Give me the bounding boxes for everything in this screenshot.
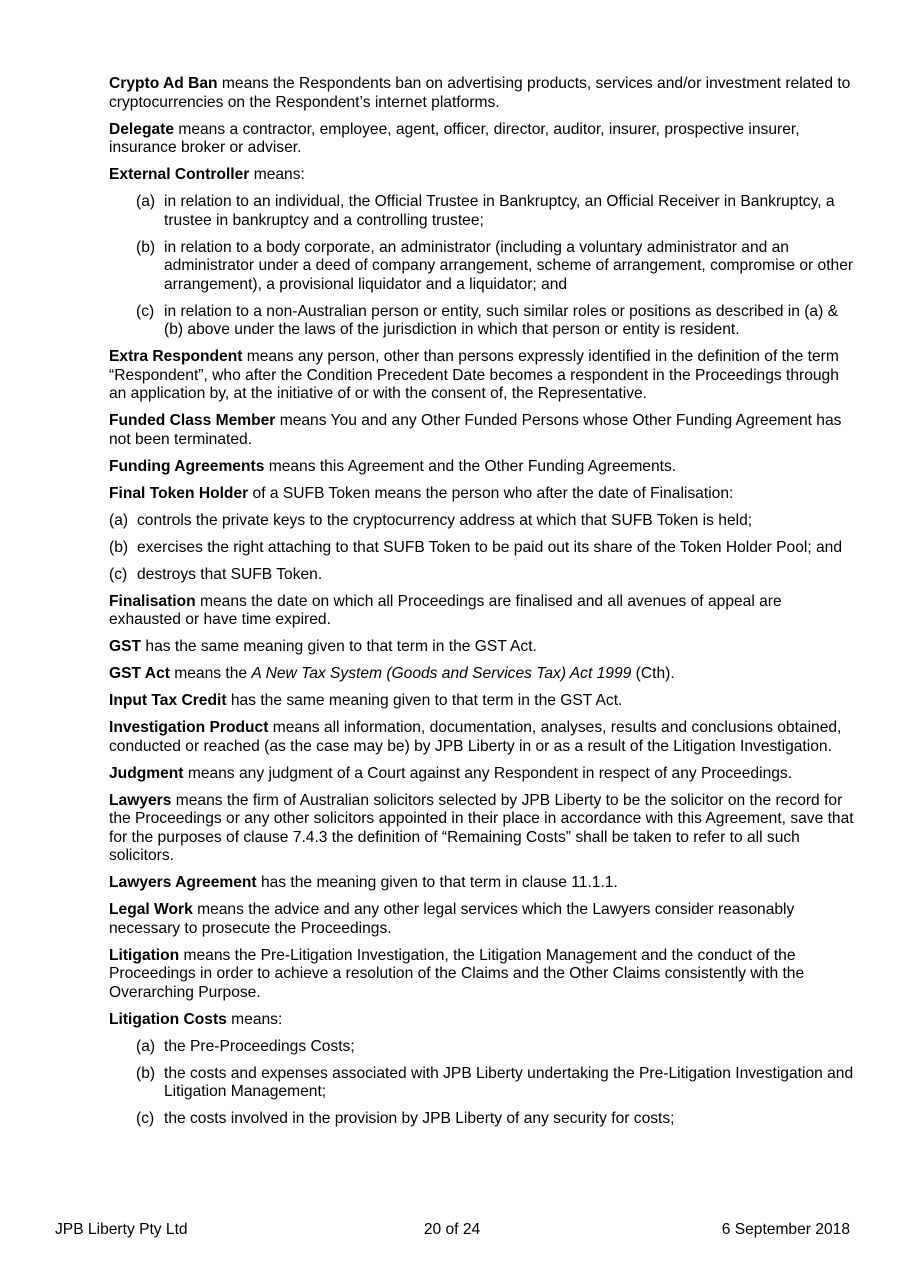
list-item xyxy=(109,1038,854,1057)
list-item xyxy=(109,1065,854,1102)
definition-litigation-costs xyxy=(109,1011,854,1030)
definition-external-controller xyxy=(109,166,854,185)
list-label: (b) xyxy=(136,1064,156,1082)
term: GST Act xyxy=(109,665,170,682)
definition-text: of a SUFB Token means the person who after the date of Finalisation: xyxy=(248,484,734,502)
footer-date: 6 September 2018 xyxy=(721,1221,850,1238)
term: Judgment xyxy=(109,764,184,782)
footer-company: JPB Liberty Pty Ltd xyxy=(55,1221,188,1238)
term: External Controller xyxy=(109,166,250,183)
definition-investigation-product xyxy=(109,719,854,756)
definition-lawyers-agreement xyxy=(109,874,854,893)
definition-delegate xyxy=(109,121,854,158)
definition-gst xyxy=(109,638,854,657)
act-title: A New Tax System (Goods and Services Tax) Act 1999 xyxy=(251,665,632,682)
definition-legal-work xyxy=(109,901,854,938)
definition-text: means a contractor, employee, agent, officer, director, auditor, insurer, prospective insurer, insurance broker or adviser. xyxy=(109,120,800,156)
definition-text: has the same meaning given to that term in the GST Act. xyxy=(141,638,537,655)
definition-extra-respondent xyxy=(109,348,854,404)
definition-litigation xyxy=(109,947,854,1003)
list-label: (a) xyxy=(136,193,156,210)
list-text: exercises the right attaching to that SUFB Token to be paid out its share of the Token Holder Pool; and xyxy=(137,538,843,556)
definition-text: means: xyxy=(249,166,305,183)
term: Extra Respondent xyxy=(109,348,243,365)
list-text: the costs involved in the provision by JPB Liberty of any security for costs; xyxy=(164,1110,675,1127)
list-label: (c) xyxy=(136,1110,155,1127)
definition-text: means the advice and any other legal services which the Lawyers consider reasonably necessary to prosecute the Proceedings. xyxy=(109,901,795,937)
definition-text-end: (Cth). xyxy=(631,665,675,682)
definition-text: means this Agreement and the Other Funding Agreements. xyxy=(264,457,677,475)
definition-gst-act xyxy=(109,665,854,684)
list-label: (a) xyxy=(136,1037,156,1055)
term: Legal Work xyxy=(109,901,193,918)
document-body xyxy=(109,75,854,1137)
term: Finalisation xyxy=(109,592,196,610)
list-item xyxy=(109,539,854,558)
definition-text: means all information, documentation, analyses, results and conclusions obtained, conducted or reached (as the case may be) by JPB Liberty in or as a result of the Litigation Investigation. xyxy=(109,719,842,755)
term: Investigation Product xyxy=(109,719,269,736)
definition-text: means the Respondents ban on advertising products, services and/or investment related to cryptocurrencies on the Respondent’s internet platforms. xyxy=(109,75,851,111)
term: Litigation Costs xyxy=(109,1010,227,1028)
definition-text: means: xyxy=(226,1010,283,1028)
term: Final Token Holder xyxy=(109,484,249,502)
term: Lawyers Agreement xyxy=(109,874,257,891)
definition-text: means the xyxy=(169,665,252,682)
list-label: (b) xyxy=(109,538,129,556)
term: Input Tax Credit xyxy=(109,692,227,709)
term: Funded Class Member xyxy=(109,412,276,429)
term: GST xyxy=(109,638,142,655)
term: Litigation xyxy=(109,946,180,964)
definition-text: has the same meaning given to that term in the GST Act. xyxy=(226,692,623,709)
list-label: (b) xyxy=(136,238,156,256)
list-item xyxy=(109,193,854,230)
definition-text: means You and any Other Funded Persons whose Other Funding Agreement has not been terminated. xyxy=(109,412,842,448)
definition-text: means the date on which all Proceedings are finalised and all avenues of appeal are exhausted or have time expired. xyxy=(109,592,782,628)
list-label: (c) xyxy=(136,302,155,320)
definition-text: means the firm of Australian solicitors selected by JPB Liberty to be the solicitor on the record for the Proceedings or any other solicitors appointed in their place in accordance with this Agreement, save that for the purposes of clause 7.4.3 the definition of “Remaining Costs” shall be taken to refer to all such solicitors. xyxy=(109,791,854,864)
definition-text: means any person, other than persons expressly identified in the definition of the term “Respondent”, who after the Condition Precedent Date becomes a respondent in the Proceedings through an application by, at the initiative of or with the consent of, the Representative. xyxy=(109,348,839,402)
definition-text: means any judgment of a Court against any Respondent in respect of any Proceedings. xyxy=(183,764,793,782)
definition-text: means the Pre-Litigation Investigation, the Litigation Management and the conduct of the Proceedings in order to achieve a resolution of the Claims and the Other Claims consistently with the Overarching Purpose. xyxy=(109,946,805,1001)
term: Crypto Ad Ban xyxy=(109,75,218,92)
footer-page-number: 20 of 24 xyxy=(423,1221,481,1238)
definition-input-tax-credit xyxy=(109,692,854,711)
list-item xyxy=(109,1110,854,1129)
definition-crypto-ad-ban xyxy=(109,75,854,112)
list-label: (a) xyxy=(109,511,129,529)
list-text: controls the private keys to the cryptocurrency address at which that SUFB Token is held; xyxy=(137,511,753,529)
list-item xyxy=(109,239,854,295)
list-label: (c) xyxy=(109,565,128,583)
definition-judgment xyxy=(109,765,854,784)
definition-final-token-holder xyxy=(109,485,854,504)
list-text: the costs and expenses associated with JPB Liberty undertaking the Pre-Litigation Investigation and Litigation Management; xyxy=(164,1064,854,1100)
definition-funding-agreements xyxy=(109,458,854,477)
definition-finalisation xyxy=(109,593,854,630)
list-text: in relation to an individual, the Official Trustee in Bankruptcy, an Official Receiver in Bankruptcy, a trustee in bankruptcy and a controlling trustee; xyxy=(164,193,835,229)
term: Delegate xyxy=(109,120,175,138)
definition-funded-class-member xyxy=(109,412,854,449)
term: Lawyers xyxy=(109,791,172,809)
definition-lawyers xyxy=(109,792,854,866)
list-text: destroys that SUFB Token. xyxy=(137,565,323,583)
definition-text: has the meaning given to that term in clause 11.1.1. xyxy=(256,874,618,891)
list-text: in relation to a body corporate, an administrator (including a voluntary administrator and an administrator under a deed of company arrangement, scheme of arrangement, compromise or other arrangement), a provisional liquidator and a liquidator; and xyxy=(164,238,854,293)
list-item xyxy=(109,512,854,531)
list-text: in relation to a non-Australian person or entity, such similar roles or positions as described in (a) & (b) above under the laws of the jurisdiction in which that person or entity is resident. xyxy=(164,302,839,338)
list-item xyxy=(109,566,854,585)
list-text: the Pre-Proceedings Costs; xyxy=(164,1037,355,1055)
term: Funding Agreements xyxy=(109,457,265,475)
list-item xyxy=(109,303,854,340)
